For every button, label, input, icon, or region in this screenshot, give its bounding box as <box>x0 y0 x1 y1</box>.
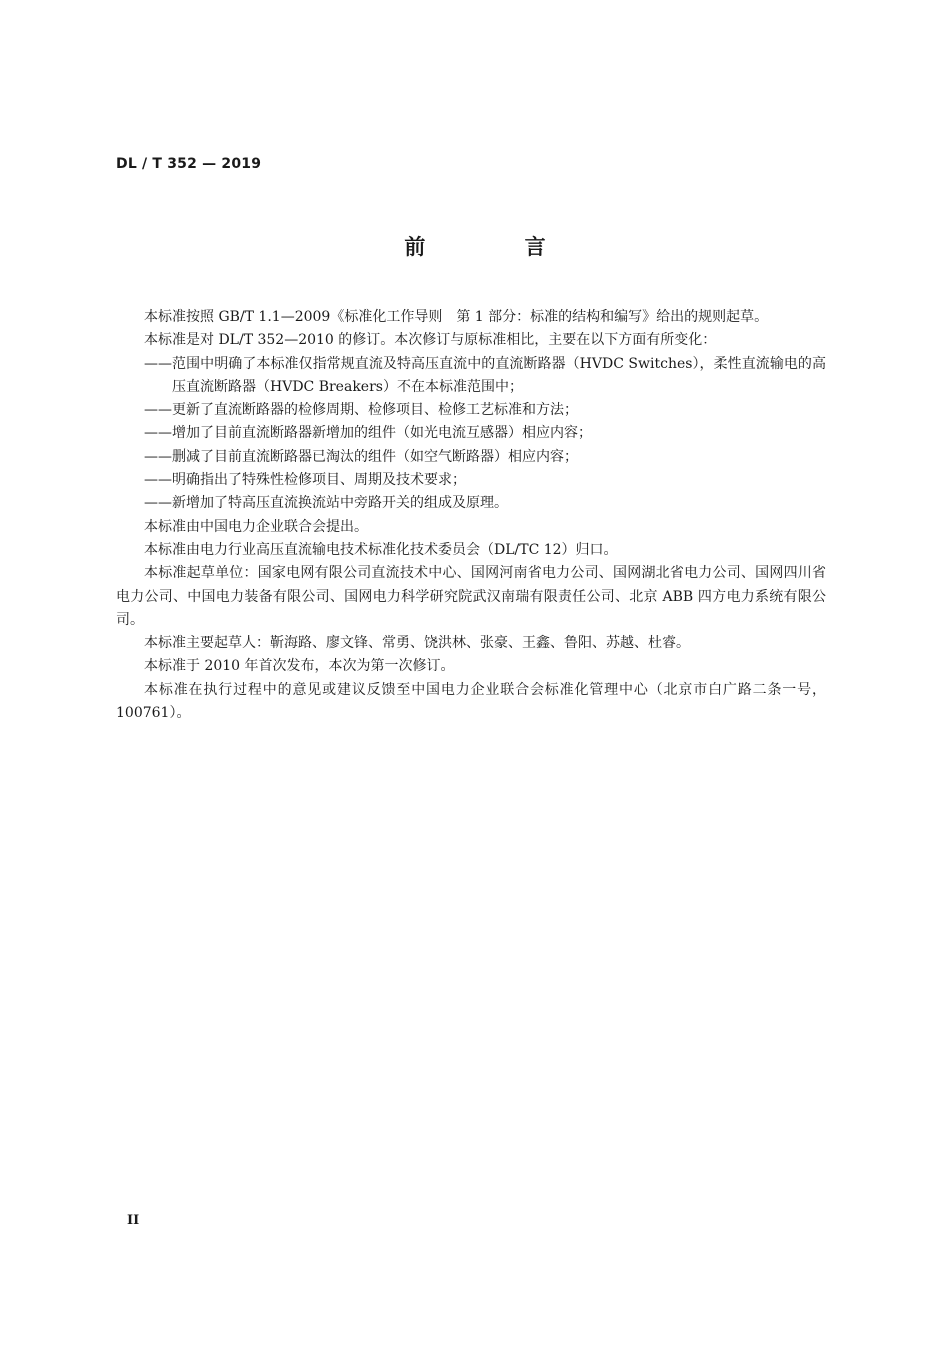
paragraph-drafting-units: 本标准起草单位：国家电网有限公司直流技术中心、国网河南省电力公司、国网湖北省电力公司、国网四川省电力公司、中国电力装备有限公司、国网电力科学研究院武汉南瑞有限责任公司、北京 ABB 四方电力系统有限公司。 <box>116 565 826 628</box>
paragraph-drafters: 本标准主要起草人：靳海路、廖文锋、常勇、饶洪林、张豪、王鑫、鲁阳、苏越、杜睿。 <box>144 635 690 652</box>
list-item: ——增加了目前直流断路器新增加的组件（如光电流互感器）相应内容； <box>144 425 592 442</box>
paragraph-committee: 本标准由电力行业高压直流输电技术标准化技术委员会（DL/TC 12）归口。 <box>144 541 618 558</box>
paragraph-publication-history: 本标准于 2010 年首次发布，本次为第一次修订。 <box>144 658 455 675</box>
list-item: ——更新了直流断路器的检修周期、检修项目、检修工艺标准和方法； <box>144 402 578 419</box>
page-title: 前 言 <box>404 235 592 259</box>
list-item: ——删减了目前直流断路器已淘汰的组件（如空气断路器）相应内容； <box>144 448 578 465</box>
list-item: ——明确指出了特殊性检修项目、周期及技术要求； <box>144 472 466 489</box>
paragraph-drafting-rules: 本标准按照 GB/T 1.1—2009《标准化工作导则 第 1 部分：标准的结构和编写》给出的规则起草。 <box>144 309 769 325</box>
paragraph-revision-intro: 本标准是对 DL/T 352—2010 的修订。本次修订与原标准相比，主要在以下方面有所变化： <box>144 332 717 349</box>
foreword-body <box>116 306 826 725</box>
standard-code: DL / T 352 — 2019 <box>116 156 262 172</box>
list-item: ——范围中明确了本标准仅指常规直流及特高压直流中的直流断路器（HVDC Switches），柔性直流输电的高压直流断路器（HVDC Breakers）不在本标准范围中； <box>144 355 826 395</box>
paragraph-proposer: 本标准由中国电力企业联合会提出。 <box>144 518 368 535</box>
list-item: ——新增加了特高压直流换流站中旁路开关的组成及原理。 <box>144 495 508 512</box>
paragraph-feedback-contact: 本标准在执行过程中的意见或建议反馈至中国电力企业联合会标准化管理中心（北京市白广路二条一号，100761）。 <box>116 681 826 722</box>
page-number: II <box>127 1213 140 1228</box>
